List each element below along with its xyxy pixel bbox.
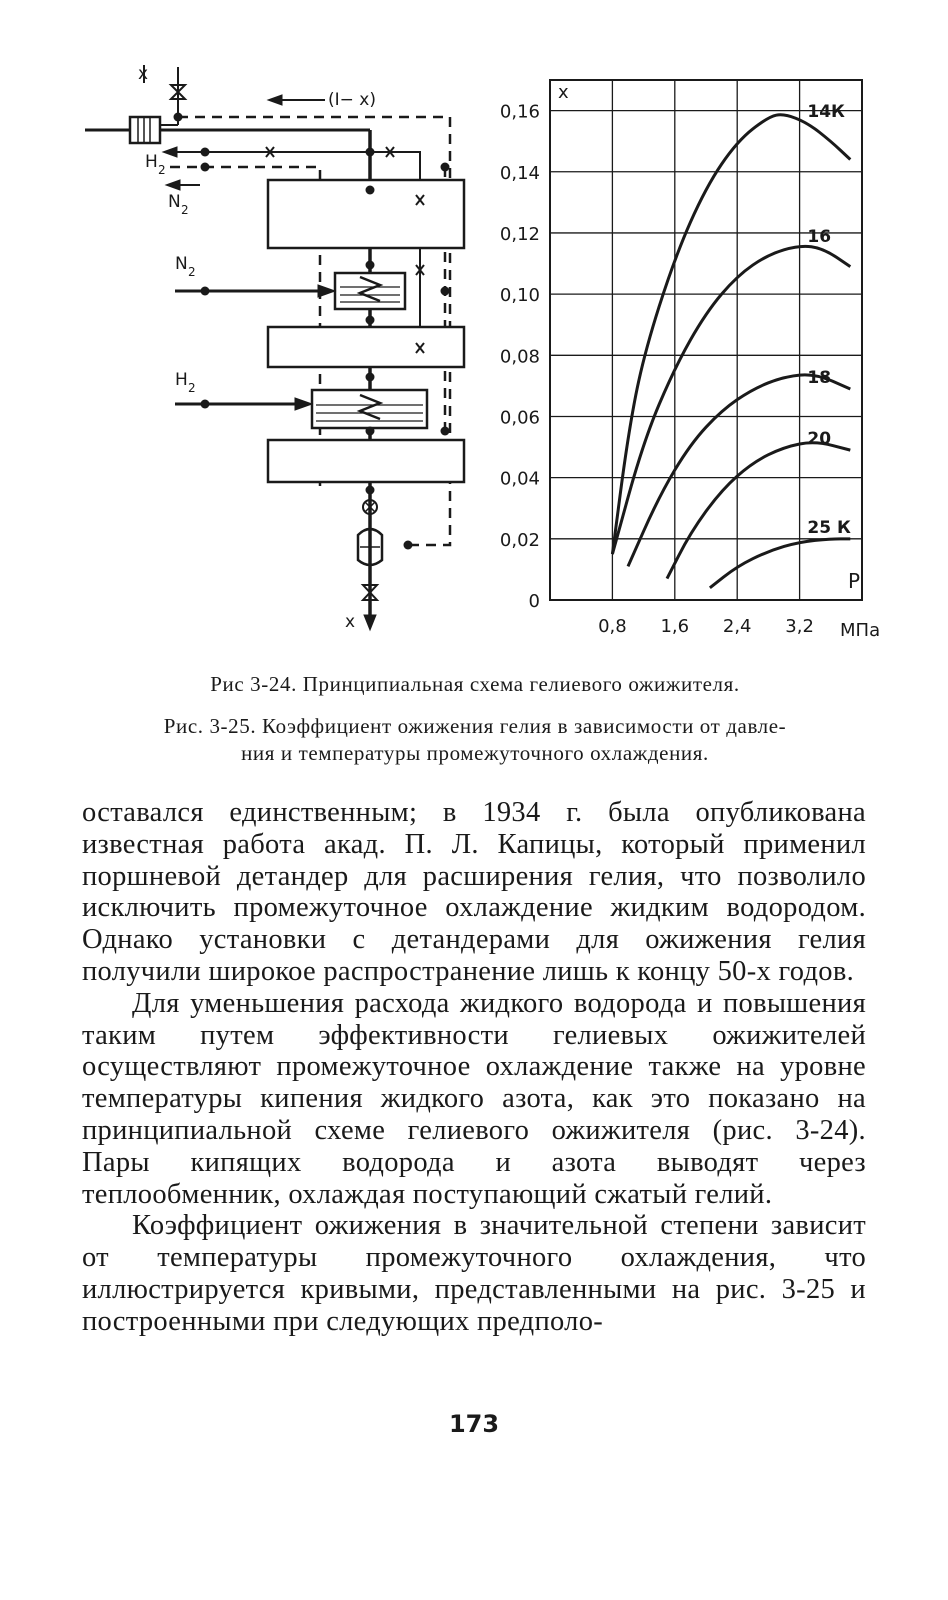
curve-label: 25 К <box>807 517 851 538</box>
scheme-label-x-bottom: x <box>345 612 356 632</box>
scheme-label-n2-out-sub: 2 <box>181 203 189 217</box>
scheme-label-n2-in: N <box>175 254 188 274</box>
x-tick-label: 1,6 <box>660 616 690 637</box>
y-tick-label: 0,02 <box>499 529 540 551</box>
y-tick-label: 0,04 <box>499 468 540 490</box>
x-axis-label: P <box>848 569 861 593</box>
scheme-label-h2-in-sub: 2 <box>188 381 196 395</box>
curve-20 <box>667 443 850 579</box>
y-tick-label: 0,06 <box>499 407 540 429</box>
curve-16 <box>612 246 850 554</box>
scheme-label-h2-out-sub: 2 <box>158 163 166 177</box>
fig25-caption-line1: Рис. 3-25. Коэффициент ожижения гелия в зависимости от давле- <box>163 714 787 738</box>
scheme-label-h2-in: H <box>175 370 188 390</box>
curve-14К <box>612 115 850 554</box>
y-tick-label: 0,10 <box>499 285 540 307</box>
scheme-label-one-minus-x: (I− x) <box>328 90 376 110</box>
figure-3-25-caption <box>80 713 870 767</box>
page-number: 173 <box>448 1410 500 1438</box>
curve-label: 18 <box>807 367 832 388</box>
paragraph: оставался единственным; в 1934 г. была опубликована известная работа акад. П. Л. Капицы, который применил поршневой детандер для расширения гелия, что позволило исключить промежуточное охлаждение жидким водородом. Однако установки с детандерами для ожижения гелия получили широкое распространение лишь к концу 50-х годов. <box>82 797 866 987</box>
y-tick-label: 0,14 <box>499 162 540 184</box>
figure-3-24-caption <box>80 671 870 698</box>
y-tick-label: 0,16 <box>499 101 540 123</box>
y-axis-label: x <box>558 82 569 103</box>
curve-label: 20 <box>807 429 832 450</box>
x-tick-label: 3,2 <box>785 616 814 637</box>
body-text <box>82 797 866 1338</box>
fig24-caption-text: Рис 3-24. Принципиальная схема гелиевого ожижителя. <box>210 672 740 696</box>
scheme-label-n2-out: N <box>168 192 181 212</box>
y-tick-label: 0,12 <box>499 223 540 245</box>
helium-liquefier-schematic <box>80 55 480 645</box>
x-tick-label: 0,8 <box>598 616 627 637</box>
y-tick-label: 0 <box>528 591 540 612</box>
scheme-label-n2-in-sub: 2 <box>188 265 196 279</box>
curve-25К <box>710 539 850 588</box>
y-tick-label: 0,08 <box>499 346 540 368</box>
scheme-label-h2-out: H <box>145 152 158 172</box>
curve-label: 16 <box>807 227 832 248</box>
curve-label: 14К <box>807 101 845 122</box>
fig25-caption-line2: ния и температуры промежуточного охлаждения. <box>241 741 709 765</box>
chart-labels <box>500 82 880 641</box>
x-tick-label: 2,4 <box>722 616 752 637</box>
liquefaction-coefficient-chart <box>490 70 880 650</box>
scheme-label-x-top: x <box>138 64 149 84</box>
chart-curves <box>612 115 850 588</box>
x-axis-unit: МПа <box>840 620 880 641</box>
paragraph: Для уменьшения расхода жидкого водорода и повышения таким путем эффективности гелиевых ожижителей осуществляют промежуточное охлаждение также на уровне температуры кипения жидкого азота, как это показано на принципиальной схеме гелиевого ожижителя (рис. 3-24). Пары кипящих водорода и азота выводят через теплообменник, охлаждая поступающий сжатый гелий. <box>82 987 866 1210</box>
paragraph: Коэффициент ожижения в значительной степени зависит от температуры промежуточного охлаждения, что иллюстрируется кривыми, представленными на рис. 3-25 и построенными при следующих предполо- <box>82 1210 866 1337</box>
